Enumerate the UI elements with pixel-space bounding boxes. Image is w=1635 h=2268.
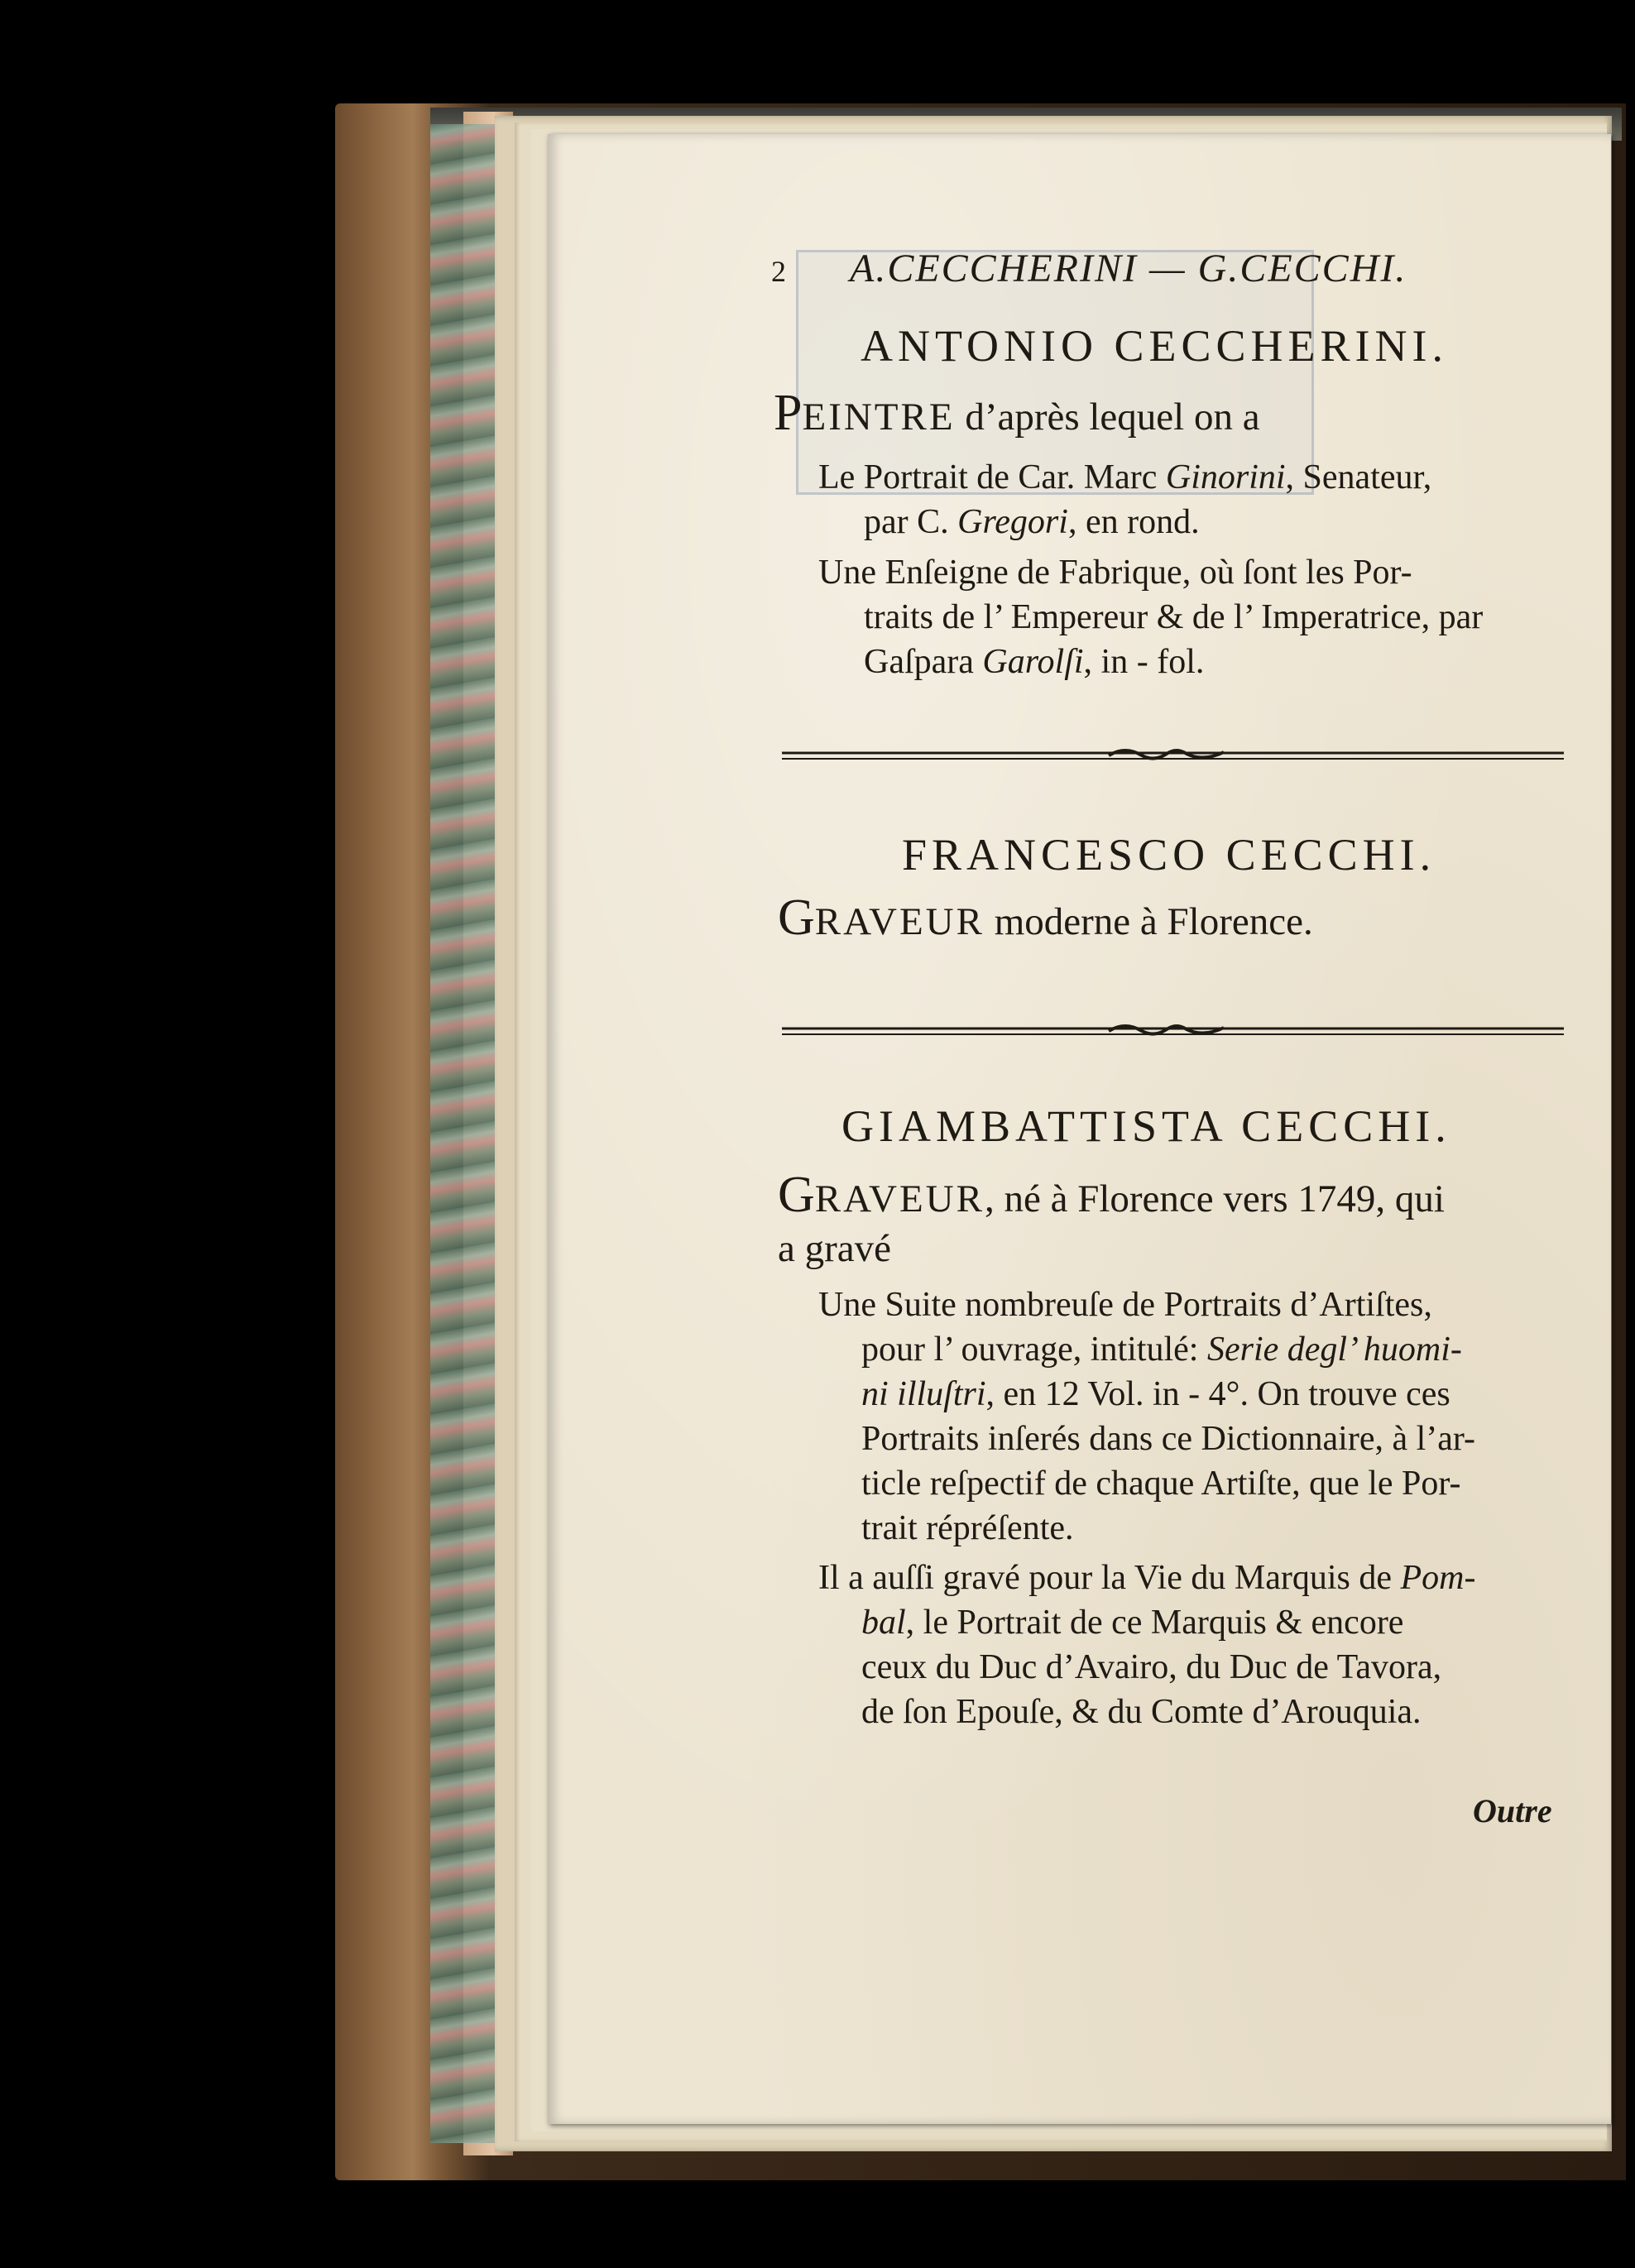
catchword: Outre — [1473, 1792, 1552, 1829]
ornamental-rule — [782, 1022, 1564, 1040]
entry-heading: GIAMBATTISTA CECCHI. — [841, 1101, 1451, 1151]
list-item: Le Portrait de Car. Marc Ginorini, Senateur, par C. Gregori, en rond. — [818, 458, 1432, 541]
entry-lead: GRAVEUR moderne à Florence. — [778, 889, 1313, 946]
list-item: Une Suite nombreuſe de Portraits d’Artiſtes, pour l’ ouvrage, intitulé: Serie degl’ huomi- ni illuſtri, en 12 Vol. in - 4°. On trouve ces Portraits inſerés dans ce Dictionnaire, à l’ar- ticle reſpectif de chaque Artiſte, que le Por- trait répréſente. — [818, 1286, 1476, 1547]
entry-heading: ANTONIO CECCHERINI. — [861, 321, 1448, 371]
entry-lead: PEINTRE d’après lequel on a — [774, 385, 1260, 441]
marbled-endpaper-edge — [430, 124, 496, 2143]
entry-lead-continued: a gravé — [778, 1227, 891, 1270]
running-title: A.CECCHERINI — G.CECCHI. — [850, 247, 1407, 290]
ornamental-rule — [782, 746, 1564, 765]
book-page — [548, 134, 1611, 2124]
entry-lead: GRAVEUR, né à Florence vers 1749, qui — [778, 1167, 1445, 1223]
running-header — [771, 246, 1474, 304]
page-number: 2 — [771, 255, 788, 288]
list-item: Une Enſeigne de Fabrique, où ſont les Por- traits de l’ Empereur & de l’ Imperatrice, par Gaſpara Garolſi, in - fol. — [818, 554, 1484, 681]
entry-heading: FRANCESCO CECCHI. — [902, 830, 1436, 880]
list-item: Il a auſſi gravé pour la Vie du Marquis de Pom- bal, le Portrait de ce Marquis & encore ceux du Duc d’Avairo, du Duc de Tavora, de ſon Epouſe, & du Comte d’Arouquia. — [818, 1559, 1476, 1731]
